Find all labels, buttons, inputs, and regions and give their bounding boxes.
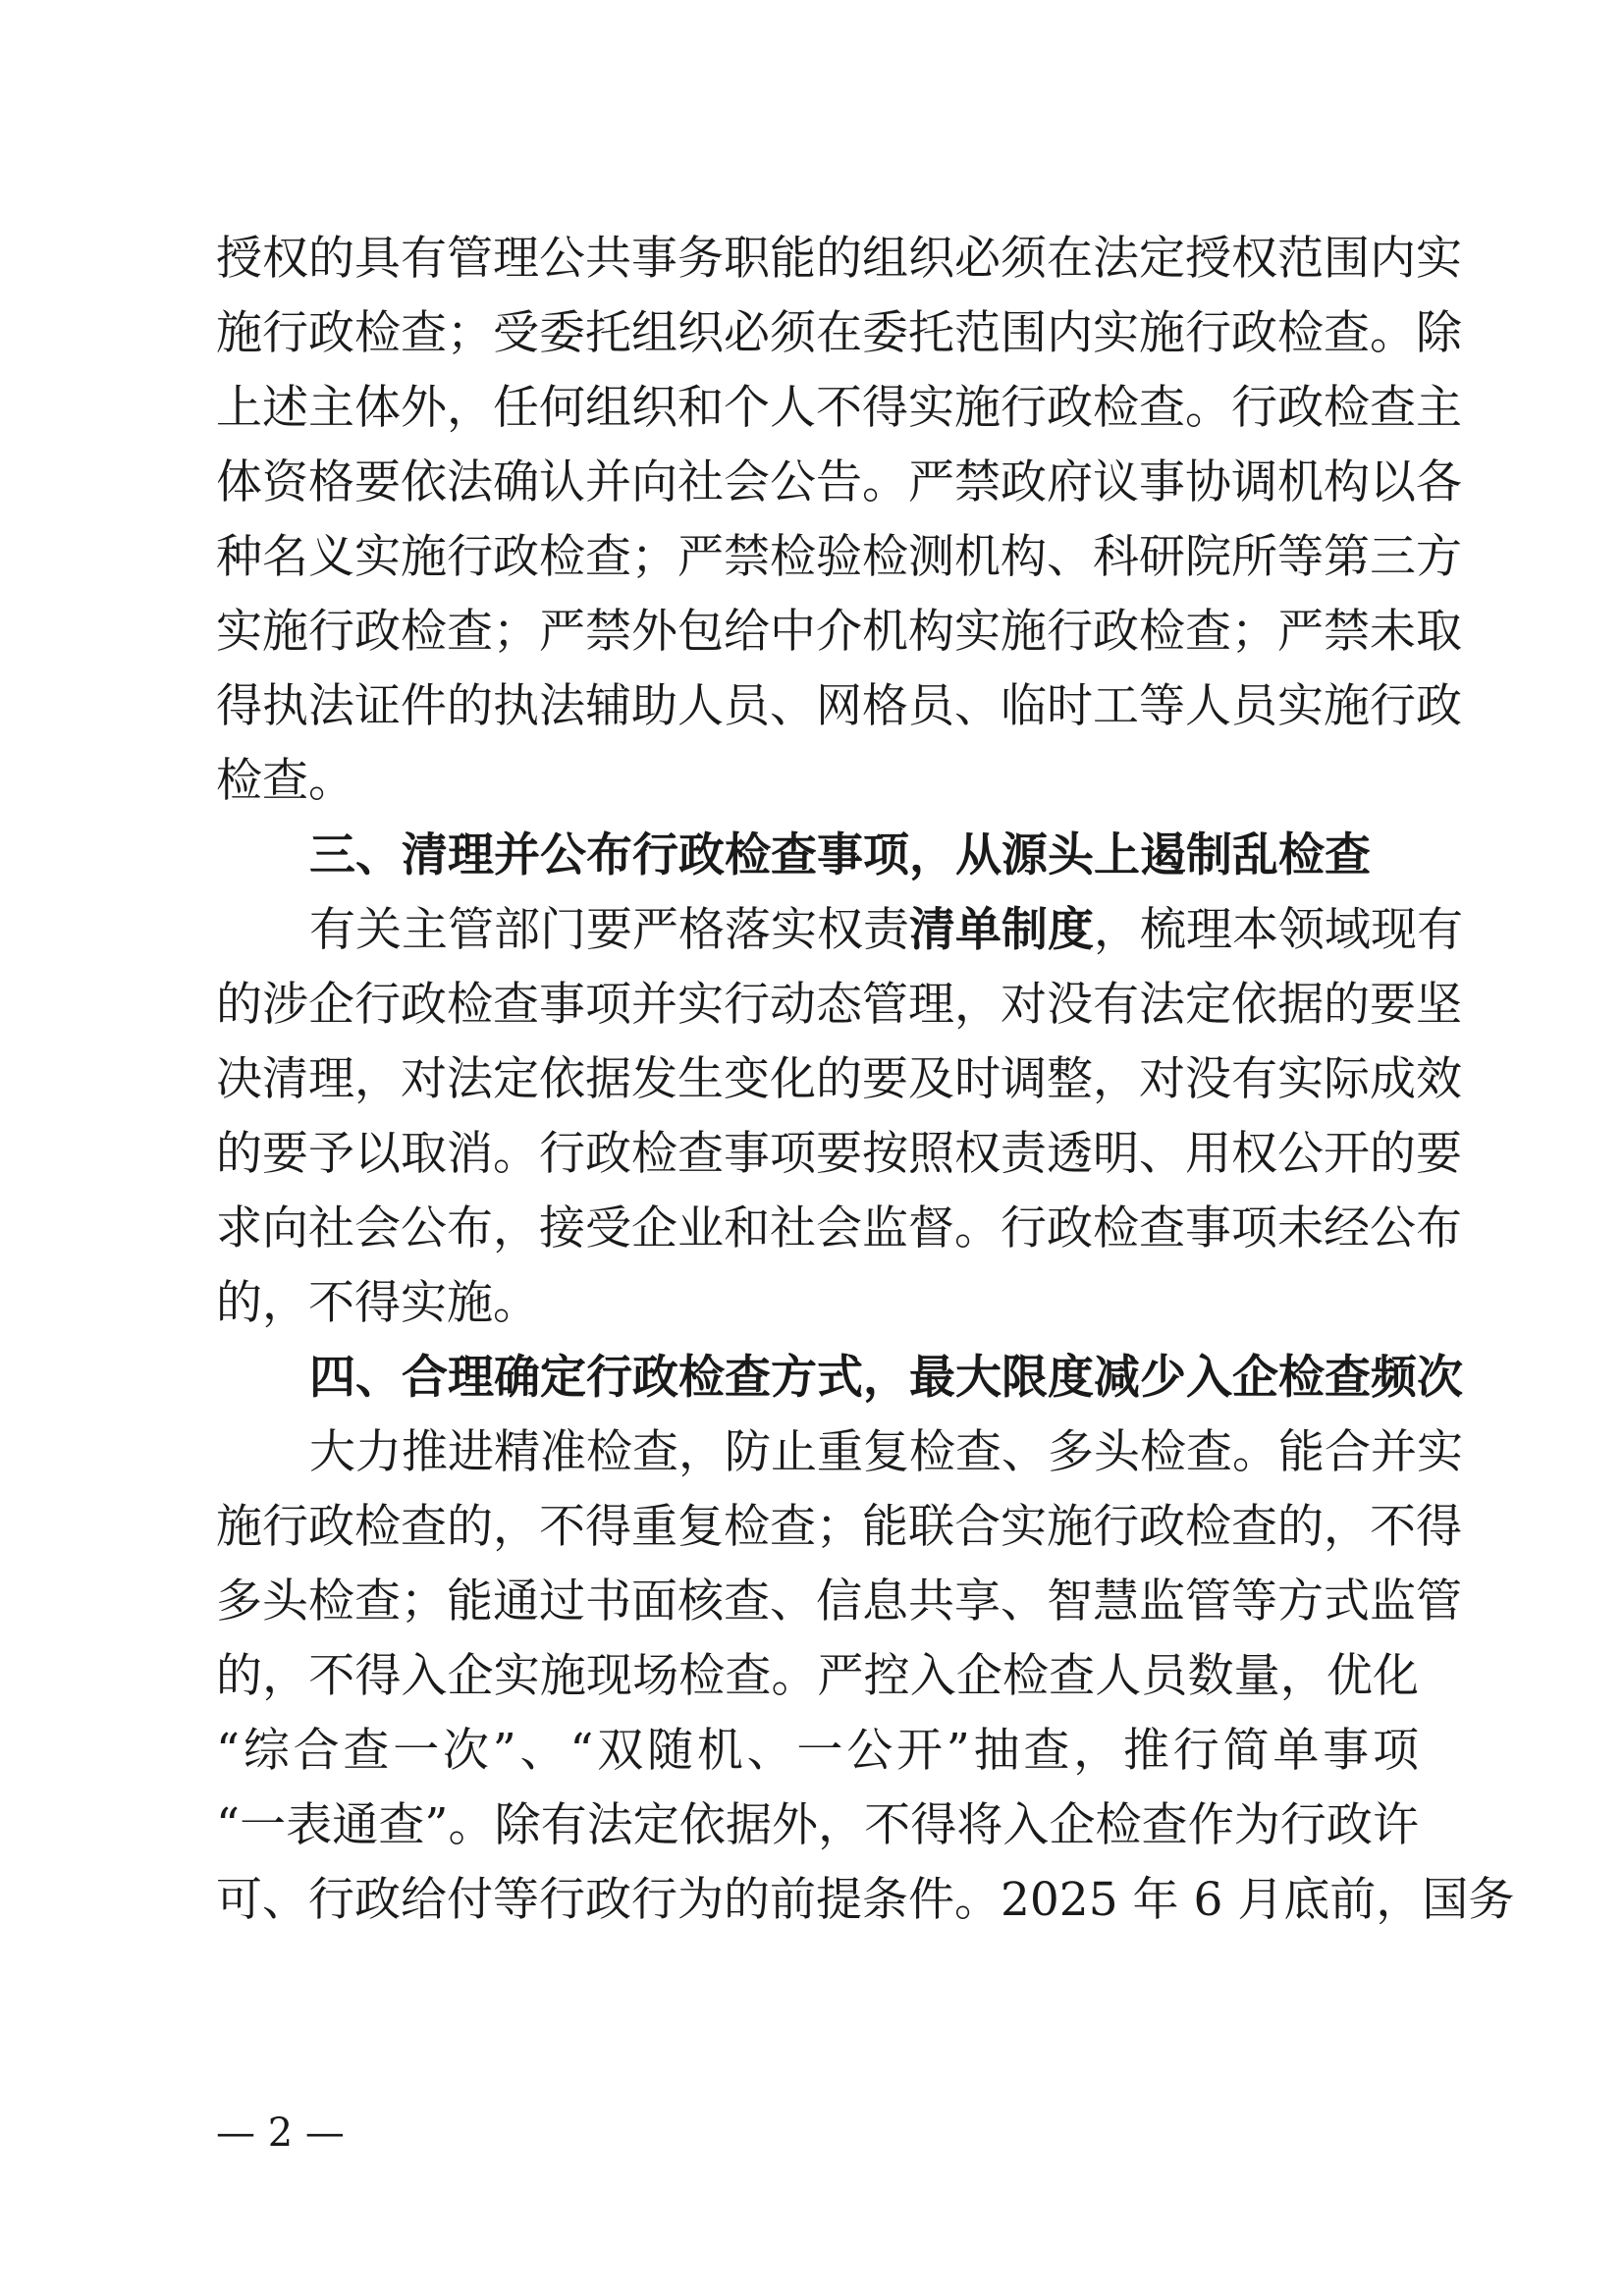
paragraph-line: 上述主体外，任何组织和个人不得实施行政检查。行政检查主	[216, 381, 1462, 435]
paragraph-line: 多头检查；能通过书面核查、信息共享、智慧监管等方式监管	[216, 1575, 1462, 1629]
section-heading: 三、清理并公布行政检查事项，从源头上遏制乱检查	[309, 828, 1371, 882]
paragraph-line: 可、行政给付等行政行为的前提条件。2025 年 6 月底前，国务	[216, 1873, 1515, 1927]
text-span: ，梳理本领域现有	[1094, 903, 1463, 957]
paragraph-line: 施行政检查的，不得重复检查；能联合实施行政检查的，不得	[216, 1500, 1462, 1554]
paragraph-line: 实施行政检查；严禁外包给中介机构实施行政检查；严禁未取	[216, 605, 1462, 659]
paragraph-line: “综合查一次”、“双随机、一公开”抽查，推行简单事项	[216, 1724, 1419, 1778]
paragraph-line: 施行政检查；受委托组织必须在委托范围内实施行政检查。除	[216, 306, 1462, 360]
bold-term: 清单制度	[909, 903, 1094, 957]
paragraph-first-line	[309, 893, 1463, 968]
paragraph-line: 的要予以取消。行政检查事项要按照权责透明、用权公开的要	[216, 1127, 1462, 1181]
page-number: — 2 —	[216, 2110, 345, 2156]
paragraph-line: 的，不得实施。	[216, 1276, 539, 1330]
paragraph-line: 授权的具有管理公共事务职能的组织必须在法定授权范围内实	[216, 232, 1462, 286]
paragraph-first-line: 大力推进精准检查，防止重复检查、多头检查。能合并实	[309, 1425, 1463, 1479]
text-span: 有关主管部门要严格落实权责	[309, 903, 909, 957]
section-heading: 四、合理确定行政检查方式，最大限度减少入企检查频次	[309, 1351, 1463, 1405]
paragraph-line: 检查。	[216, 754, 354, 808]
paragraph-line: “一表通查”。除有法定依据外，不得将入企检查作为行政许	[216, 1798, 1419, 1852]
paragraph-line: 种名义实施行政检查；严禁检验检测机构、科研院所等第三方	[216, 530, 1462, 584]
paragraph-line: 决清理，对法定依据发生变化的要及时调整，对没有实际成效	[216, 1052, 1462, 1106]
paragraph-line: 的，不得入企实施现场检查。严控入企检查人员数量，优化	[216, 1649, 1419, 1703]
paragraph-line: 体资格要依法确认并向社会公告。严禁政府议事协调机构以各	[216, 455, 1462, 509]
paragraph-line: 求向社会公布，接受企业和社会监督。行政检查事项未经公布	[216, 1201, 1462, 1255]
paragraph-line: 的涉企行政检查事项并实行动态管理，对没有法定依据的要坚	[216, 978, 1462, 1032]
paragraph-line: 得执法证件的执法辅助人员、网格员、临时工等人员实施行政	[216, 679, 1462, 733]
